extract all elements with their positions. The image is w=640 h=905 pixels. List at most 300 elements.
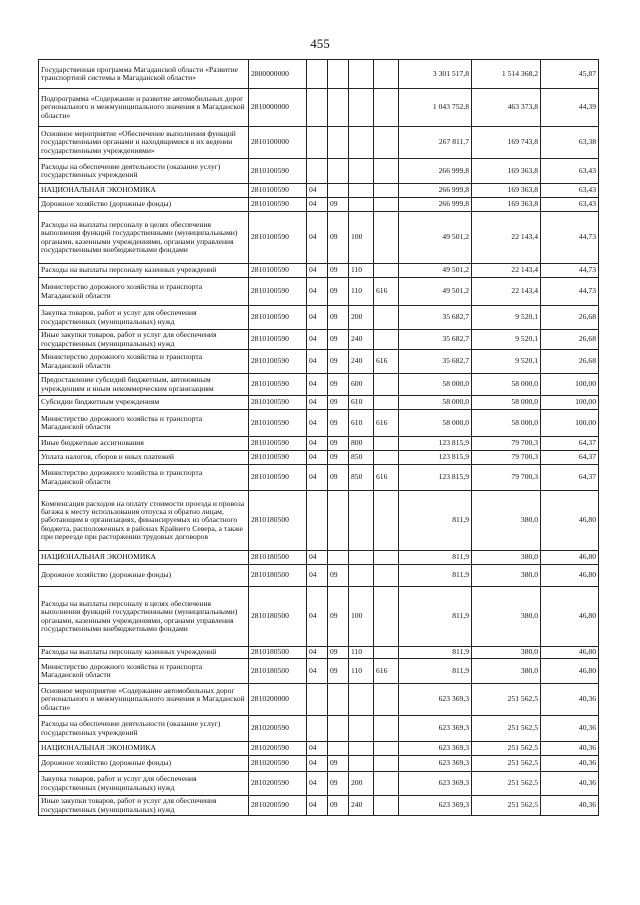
percent-cell: 63,43 bbox=[541, 159, 599, 184]
table-row bbox=[39, 587, 599, 647]
expense-type-cell: 610 bbox=[349, 396, 374, 410]
actual-amount-cell: 380,0 bbox=[472, 565, 541, 587]
subsection-cell bbox=[328, 60, 349, 89]
admin-code-cell bbox=[374, 264, 399, 278]
name-cell: Расходы на выплаты персоналу казенных учреждений bbox=[39, 264, 249, 278]
admin-code-cell bbox=[374, 374, 399, 396]
name-cell: Министерство дорожного хозяйства и транспорта Магаданской области bbox=[39, 659, 249, 684]
subsection-cell bbox=[328, 127, 349, 159]
table-row bbox=[39, 330, 599, 350]
name-cell: Дорожное хозяйство (дорожные фонды) bbox=[39, 198, 249, 212]
expense-type-cell: 850 bbox=[349, 465, 374, 491]
percent-cell: 64,37 bbox=[541, 451, 599, 465]
actual-amount-cell: 79 700,3 bbox=[472, 437, 541, 451]
admin-code-cell: 616 bbox=[374, 350, 399, 374]
plan-amount-cell: 35 682,7 bbox=[399, 330, 472, 350]
percent-cell: 40,36 bbox=[541, 796, 599, 816]
code-cell: 2810100590 bbox=[249, 410, 307, 437]
percent-cell: 46,80 bbox=[541, 491, 599, 551]
expense-type-cell bbox=[349, 742, 374, 756]
section-cell: 04 bbox=[307, 756, 328, 772]
name-cell: Субсидии бюджетным учреждениям bbox=[39, 396, 249, 410]
code-cell: 2810200590 bbox=[249, 716, 307, 742]
section-cell bbox=[307, 159, 328, 184]
expense-type-cell: 610 bbox=[349, 410, 374, 437]
section-cell bbox=[307, 684, 328, 716]
code-cell: 2810100590 bbox=[249, 198, 307, 212]
subsection-cell: 09 bbox=[328, 350, 349, 374]
section-cell: 04 bbox=[307, 278, 328, 306]
expense-type-cell: 240 bbox=[349, 350, 374, 374]
plan-amount-cell: 811,9 bbox=[399, 551, 472, 565]
admin-code-cell bbox=[374, 198, 399, 212]
plan-amount-cell: 49 501,2 bbox=[399, 212, 472, 264]
admin-code-cell bbox=[374, 587, 399, 647]
section-cell: 04 bbox=[307, 465, 328, 491]
admin-code-cell bbox=[374, 565, 399, 587]
table-row bbox=[39, 491, 599, 551]
subsection-cell: 09 bbox=[328, 772, 349, 796]
admin-code-cell bbox=[374, 451, 399, 465]
subsection-cell bbox=[328, 184, 349, 198]
expense-type-cell: 800 bbox=[349, 437, 374, 451]
table-row bbox=[39, 796, 599, 816]
expense-type-cell: 110 bbox=[349, 264, 374, 278]
table-row bbox=[39, 184, 599, 198]
plan-amount-cell: 58 000,0 bbox=[399, 410, 472, 437]
section-cell: 04 bbox=[307, 374, 328, 396]
plan-amount-cell: 623 369,3 bbox=[399, 772, 472, 796]
admin-code-cell bbox=[374, 772, 399, 796]
subsection-cell: 09 bbox=[328, 796, 349, 816]
table-row bbox=[39, 212, 599, 264]
admin-code-cell bbox=[374, 647, 399, 659]
expense-type-cell: 600 bbox=[349, 374, 374, 396]
actual-amount-cell: 79 700,3 bbox=[472, 451, 541, 465]
admin-code-cell bbox=[374, 551, 399, 565]
subsection-cell: 09 bbox=[328, 374, 349, 396]
actual-amount-cell: 9 520,1 bbox=[472, 330, 541, 350]
percent-cell: 26,68 bbox=[541, 306, 599, 330]
subsection-cell bbox=[328, 89, 349, 127]
expense-type-cell bbox=[349, 491, 374, 551]
code-cell: 2810200590 bbox=[249, 796, 307, 816]
code-cell: 2810100000 bbox=[249, 127, 307, 159]
subsection-cell bbox=[328, 716, 349, 742]
subsection-cell: 09 bbox=[328, 756, 349, 772]
actual-amount-cell: 9 520,1 bbox=[472, 350, 541, 374]
percent-cell: 40,36 bbox=[541, 684, 599, 716]
percent-cell: 40,36 bbox=[541, 756, 599, 772]
expense-type-cell: 200 bbox=[349, 772, 374, 796]
page-number: 455 bbox=[310, 36, 330, 51]
percent-cell: 46,80 bbox=[541, 565, 599, 587]
admin-code-cell bbox=[374, 60, 399, 89]
actual-amount-cell: 169 363,8 bbox=[472, 184, 541, 198]
subsection-cell: 09 bbox=[328, 451, 349, 465]
admin-code-cell bbox=[374, 330, 399, 350]
plan-amount-cell: 623 369,3 bbox=[399, 684, 472, 716]
section-cell: 04 bbox=[307, 451, 328, 465]
name-cell: Министерство дорожного хозяйства и транспорта Магаданской области bbox=[39, 350, 249, 374]
actual-amount-cell: 251 562,5 bbox=[472, 684, 541, 716]
code-cell: 2810200000 bbox=[249, 684, 307, 716]
actual-amount-cell: 58 000,0 bbox=[472, 374, 541, 396]
name-cell: Дорожное хозяйство (дорожные фонды) bbox=[39, 565, 249, 587]
code-cell: 2810180500 bbox=[249, 551, 307, 565]
admin-code-cell bbox=[374, 89, 399, 127]
admin-code-cell: 616 bbox=[374, 465, 399, 491]
name-cell: Предоставление субсидий бюджетным, автономным учреждениям и иным некоммерческим организациям bbox=[39, 374, 249, 396]
admin-code-cell: 616 bbox=[374, 410, 399, 437]
section-cell: 04 bbox=[307, 742, 328, 756]
admin-code-cell bbox=[374, 684, 399, 716]
actual-amount-cell: 169 363,8 bbox=[472, 198, 541, 212]
admin-code-cell bbox=[374, 742, 399, 756]
section-cell bbox=[307, 491, 328, 551]
section-cell bbox=[307, 127, 328, 159]
actual-amount-cell: 79 700,3 bbox=[472, 465, 541, 491]
subsection-cell: 09 bbox=[328, 198, 349, 212]
name-cell: Компенсация расходов на оплату стоимости проезда и провоза багажа к месту использования отпуска и обратно лицам, работающим в организациях, финансируемых из областного бюджета, расположенных в районах Крайнего Севера, а также при переезде при расторжении трудовых договоров bbox=[39, 491, 249, 551]
code-cell: 2810100590 bbox=[249, 264, 307, 278]
expense-type-cell bbox=[349, 684, 374, 716]
table-row bbox=[39, 60, 599, 89]
actual-amount-cell: 251 562,5 bbox=[472, 772, 541, 796]
code-cell: 2810100590 bbox=[249, 159, 307, 184]
expense-type-cell: 200 bbox=[349, 306, 374, 330]
code-cell: 2810100590 bbox=[249, 306, 307, 330]
subsection-cell: 09 bbox=[328, 659, 349, 684]
expense-type-cell bbox=[349, 198, 374, 212]
section-cell: 04 bbox=[307, 551, 328, 565]
name-cell: Иные закупки товаров, работ и услуг для обеспечения государственных (муниципальных) нужд bbox=[39, 330, 249, 350]
percent-cell: 46,80 bbox=[541, 551, 599, 565]
code-cell: 2810100590 bbox=[249, 350, 307, 374]
plan-amount-cell: 35 682,7 bbox=[399, 350, 472, 374]
percent-cell: 63,43 bbox=[541, 184, 599, 198]
section-cell: 04 bbox=[307, 212, 328, 264]
admin-code-cell bbox=[374, 127, 399, 159]
name-cell: Министерство дорожного хозяйства и транспорта Магаданской области bbox=[39, 410, 249, 437]
percent-cell: 100,00 bbox=[541, 374, 599, 396]
section-cell: 04 bbox=[307, 565, 328, 587]
subsection-cell: 09 bbox=[328, 647, 349, 659]
section-cell: 04 bbox=[307, 772, 328, 796]
subsection-cell bbox=[328, 159, 349, 184]
plan-amount-cell: 623 369,3 bbox=[399, 742, 472, 756]
percent-cell: 40,36 bbox=[541, 742, 599, 756]
actual-amount-cell: 380,0 bbox=[472, 491, 541, 551]
plan-amount-cell: 123 815,9 bbox=[399, 451, 472, 465]
plan-amount-cell: 811,9 bbox=[399, 659, 472, 684]
name-cell: Министерство дорожного хозяйства и транспорта Магаданской области bbox=[39, 465, 249, 491]
subsection-cell: 09 bbox=[328, 565, 349, 587]
name-cell: Расходы на обеспечение деятельности (оказание услуг) государственных учреждений bbox=[39, 716, 249, 742]
table-row bbox=[39, 264, 599, 278]
budget-table-body bbox=[39, 60, 599, 816]
actual-amount-cell: 169 363,8 bbox=[472, 159, 541, 184]
plan-amount-cell: 811,9 bbox=[399, 587, 472, 647]
admin-code-cell bbox=[374, 796, 399, 816]
percent-cell: 44,73 bbox=[541, 212, 599, 264]
expense-type-cell bbox=[349, 127, 374, 159]
expense-type-cell bbox=[349, 565, 374, 587]
actual-amount-cell: 251 562,5 bbox=[472, 742, 541, 756]
code-cell: 2810000000 bbox=[249, 89, 307, 127]
percent-cell: 44,39 bbox=[541, 89, 599, 127]
actual-amount-cell: 251 562,5 bbox=[472, 796, 541, 816]
plan-amount-cell: 623 369,3 bbox=[399, 756, 472, 772]
expense-type-cell: 850 bbox=[349, 451, 374, 465]
actual-amount-cell: 463 373,8 bbox=[472, 89, 541, 127]
actual-amount-cell: 9 520,1 bbox=[472, 306, 541, 330]
expense-type-cell: 110 bbox=[349, 659, 374, 684]
code-cell: 2810180500 bbox=[249, 491, 307, 551]
plan-amount-cell: 123 815,9 bbox=[399, 437, 472, 451]
table-row bbox=[39, 396, 599, 410]
subsection-cell: 09 bbox=[328, 330, 349, 350]
table-row bbox=[39, 127, 599, 159]
section-cell bbox=[307, 89, 328, 127]
actual-amount-cell: 251 562,5 bbox=[472, 716, 541, 742]
table-row bbox=[39, 451, 599, 465]
expense-type-cell bbox=[349, 159, 374, 184]
admin-code-cell bbox=[374, 184, 399, 198]
table-row bbox=[39, 278, 599, 306]
name-cell: НАЦИОНАЛЬНАЯ ЭКОНОМИКА bbox=[39, 742, 249, 756]
actual-amount-cell: 58 000,0 bbox=[472, 410, 541, 437]
code-cell: 2810180500 bbox=[249, 565, 307, 587]
name-cell: Министерство дорожного хозяйства и транспорта Магаданской области bbox=[39, 278, 249, 306]
expense-type-cell bbox=[349, 716, 374, 742]
code-cell: 2810200590 bbox=[249, 756, 307, 772]
subsection-cell bbox=[328, 684, 349, 716]
name-cell: Подпрограмма «Содержание и развитие автомобильных дорог регионального и межмуниципального значения в Магаданской области» bbox=[39, 89, 249, 127]
subsection-cell: 09 bbox=[328, 437, 349, 451]
table-row bbox=[39, 684, 599, 716]
subsection-cell: 09 bbox=[328, 306, 349, 330]
table-row bbox=[39, 306, 599, 330]
table-row bbox=[39, 374, 599, 396]
name-cell: НАЦИОНАЛЬНАЯ ЭКОНОМИКА bbox=[39, 184, 249, 198]
expense-type-cell bbox=[349, 184, 374, 198]
expense-type-cell: 110 bbox=[349, 647, 374, 659]
code-cell: 2810100590 bbox=[249, 465, 307, 491]
code-cell: 2810100590 bbox=[249, 396, 307, 410]
code-cell: 2810200590 bbox=[249, 742, 307, 756]
expense-type-cell: 100 bbox=[349, 212, 374, 264]
actual-amount-cell: 380,0 bbox=[472, 647, 541, 659]
percent-cell: 100,00 bbox=[541, 410, 599, 437]
admin-code-cell bbox=[374, 396, 399, 410]
subsection-cell: 09 bbox=[328, 587, 349, 647]
name-cell: Иные закупки товаров, работ и услуг для обеспечения государственных (муниципальных) нужд bbox=[39, 796, 249, 816]
plan-amount-cell: 267 811,7 bbox=[399, 127, 472, 159]
name-cell: НАЦИОНАЛЬНАЯ ЭКОНОМИКА bbox=[39, 551, 249, 565]
plan-amount-cell: 58 000,0 bbox=[399, 396, 472, 410]
subsection-cell: 09 bbox=[328, 465, 349, 491]
name-cell: Дорожное хозяйство (дорожные фонды) bbox=[39, 756, 249, 772]
table-row bbox=[39, 465, 599, 491]
name-cell: Основное мероприятие «Обеспечение выполнения функций государственными органами и находящимися в их ведении государственными учреждениями» bbox=[39, 127, 249, 159]
section-cell: 04 bbox=[307, 396, 328, 410]
table-row bbox=[39, 410, 599, 437]
code-cell: 2800000000 bbox=[249, 60, 307, 89]
table-row bbox=[39, 89, 599, 127]
section-cell: 04 bbox=[307, 350, 328, 374]
admin-code-cell bbox=[374, 159, 399, 184]
code-cell: 2810100590 bbox=[249, 330, 307, 350]
name-cell: Расходы на выплаты персоналу в целях обеспечения выполнения функций государственными (муниципальными) органами, казенными учреждениями, органами управления государственными внебюджетными фондами bbox=[39, 212, 249, 264]
code-cell: 2810100590 bbox=[249, 437, 307, 451]
percent-cell: 100,00 bbox=[541, 396, 599, 410]
code-cell: 2810100590 bbox=[249, 184, 307, 198]
percent-cell: 44,73 bbox=[541, 264, 599, 278]
percent-cell: 63,38 bbox=[541, 127, 599, 159]
plan-amount-cell: 266 999,8 bbox=[399, 198, 472, 212]
expense-type-cell: 100 bbox=[349, 587, 374, 647]
admin-code-cell bbox=[374, 306, 399, 330]
table-row bbox=[39, 198, 599, 212]
table-row bbox=[39, 742, 599, 756]
plan-amount-cell: 623 369,3 bbox=[399, 796, 472, 816]
actual-amount-cell: 380,0 bbox=[472, 587, 541, 647]
section-cell: 04 bbox=[307, 796, 328, 816]
section-cell: 04 bbox=[307, 330, 328, 350]
budget-table bbox=[38, 59, 599, 816]
actual-amount-cell: 58 000,0 bbox=[472, 396, 541, 410]
table-row bbox=[39, 350, 599, 374]
percent-cell: 26,68 bbox=[541, 330, 599, 350]
expense-type-cell bbox=[349, 756, 374, 772]
section-cell: 04 bbox=[307, 587, 328, 647]
plan-amount-cell: 58 000,0 bbox=[399, 374, 472, 396]
subsection-cell bbox=[328, 742, 349, 756]
percent-cell: 46,80 bbox=[541, 587, 599, 647]
name-cell: Закупка товаров, работ и услуг для обеспечения государственных (муниципальных) нужд bbox=[39, 306, 249, 330]
percent-cell: 40,36 bbox=[541, 772, 599, 796]
section-cell: 04 bbox=[307, 198, 328, 212]
actual-amount-cell: 22 143,4 bbox=[472, 278, 541, 306]
admin-code-cell bbox=[374, 716, 399, 742]
code-cell: 2810100590 bbox=[249, 451, 307, 465]
section-cell: 04 bbox=[307, 184, 328, 198]
plan-amount-cell: 1 043 752,8 bbox=[399, 89, 472, 127]
percent-cell: 26,68 bbox=[541, 350, 599, 374]
percent-cell: 40,36 bbox=[541, 716, 599, 742]
plan-amount-cell: 266 999,8 bbox=[399, 184, 472, 198]
actual-amount-cell: 169 743,8 bbox=[472, 127, 541, 159]
expense-type-cell bbox=[349, 551, 374, 565]
code-cell: 2810100590 bbox=[249, 278, 307, 306]
subsection-cell: 09 bbox=[328, 278, 349, 306]
plan-amount-cell: 811,9 bbox=[399, 647, 472, 659]
section-cell: 04 bbox=[307, 659, 328, 684]
admin-code-cell bbox=[374, 491, 399, 551]
plan-amount-cell: 623 369,3 bbox=[399, 716, 472, 742]
actual-amount-cell: 380,0 bbox=[472, 659, 541, 684]
actual-amount-cell: 251 562,5 bbox=[472, 756, 541, 772]
percent-cell: 46,80 bbox=[541, 647, 599, 659]
admin-code-cell bbox=[374, 437, 399, 451]
percent-cell: 64,37 bbox=[541, 437, 599, 451]
table-row bbox=[39, 716, 599, 742]
admin-code-cell bbox=[374, 756, 399, 772]
name-cell: Иные бюджетные ассигнования bbox=[39, 437, 249, 451]
subsection-cell: 09 bbox=[328, 396, 349, 410]
plan-amount-cell: 49 501,2 bbox=[399, 264, 472, 278]
percent-cell: 46,80 bbox=[541, 659, 599, 684]
code-cell: 2810180500 bbox=[249, 587, 307, 647]
plan-amount-cell: 35 682,7 bbox=[399, 306, 472, 330]
section-cell bbox=[307, 716, 328, 742]
expense-type-cell bbox=[349, 89, 374, 127]
subsection-cell: 09 bbox=[328, 410, 349, 437]
code-cell: 2810180500 bbox=[249, 647, 307, 659]
subsection-cell bbox=[328, 551, 349, 565]
name-cell: Закупка товаров, работ и услуг для обеспечения государственных (муниципальных) нужд bbox=[39, 772, 249, 796]
section-cell: 04 bbox=[307, 647, 328, 659]
expense-type-cell: 240 bbox=[349, 796, 374, 816]
plan-amount-cell: 811,9 bbox=[399, 565, 472, 587]
code-cell: 2810100590 bbox=[249, 374, 307, 396]
name-cell: Расходы на обеспечение деятельности (оказание услуг) государственных учреждений bbox=[39, 159, 249, 184]
plan-amount-cell: 811,9 bbox=[399, 491, 472, 551]
actual-amount-cell: 22 143,4 bbox=[472, 264, 541, 278]
table-row bbox=[39, 437, 599, 451]
name-cell: Уплата налогов, сборов и иных платежей bbox=[39, 451, 249, 465]
code-cell: 2810200590 bbox=[249, 772, 307, 796]
section-cell: 04 bbox=[307, 410, 328, 437]
section-cell: 04 bbox=[307, 437, 328, 451]
code-cell: 2810180500 bbox=[249, 659, 307, 684]
table-row bbox=[39, 659, 599, 684]
percent-cell: 63,43 bbox=[541, 198, 599, 212]
plan-amount-cell: 3 301 517,8 bbox=[399, 60, 472, 89]
admin-code-cell: 616 bbox=[374, 659, 399, 684]
table-row bbox=[39, 551, 599, 565]
actual-amount-cell: 1 514 368,2 bbox=[472, 60, 541, 89]
section-cell: 04 bbox=[307, 306, 328, 330]
admin-code-cell bbox=[374, 212, 399, 264]
expense-type-cell bbox=[349, 60, 374, 89]
section-cell: 04 bbox=[307, 264, 328, 278]
section-cell bbox=[307, 60, 328, 89]
name-cell: Государственная программа Магаданской области «Развитие транспортной системы в Магаданской области» bbox=[39, 60, 249, 89]
percent-cell: 64,37 bbox=[541, 465, 599, 491]
actual-amount-cell: 380,0 bbox=[472, 551, 541, 565]
percent-cell: 45,87 bbox=[541, 60, 599, 89]
admin-code-cell: 616 bbox=[374, 278, 399, 306]
plan-amount-cell: 266 999,8 bbox=[399, 159, 472, 184]
plan-amount-cell: 49 501,2 bbox=[399, 278, 472, 306]
actual-amount-cell: 22 143,4 bbox=[472, 212, 541, 264]
subsection-cell bbox=[328, 491, 349, 551]
subsection-cell: 09 bbox=[328, 264, 349, 278]
name-cell: Основное мероприятие «Содержание автомобильных дорог регионального и межмуниципального значения в Магаданской области» bbox=[39, 684, 249, 716]
code-cell: 2810100590 bbox=[249, 212, 307, 264]
expense-type-cell: 240 bbox=[349, 330, 374, 350]
subsection-cell: 09 bbox=[328, 212, 349, 264]
plan-amount-cell: 123 815,9 bbox=[399, 465, 472, 491]
expense-type-cell: 110 bbox=[349, 278, 374, 306]
table-row bbox=[39, 756, 599, 772]
table-row bbox=[39, 772, 599, 796]
name-cell: Расходы на выплаты персоналу в целях обеспечения выполнения функций государственными (муниципальными) органами, казенными учреждениями, органами управления государственными внебюджетными фондами bbox=[39, 587, 249, 647]
percent-cell: 44,73 bbox=[541, 278, 599, 306]
table-row bbox=[39, 565, 599, 587]
